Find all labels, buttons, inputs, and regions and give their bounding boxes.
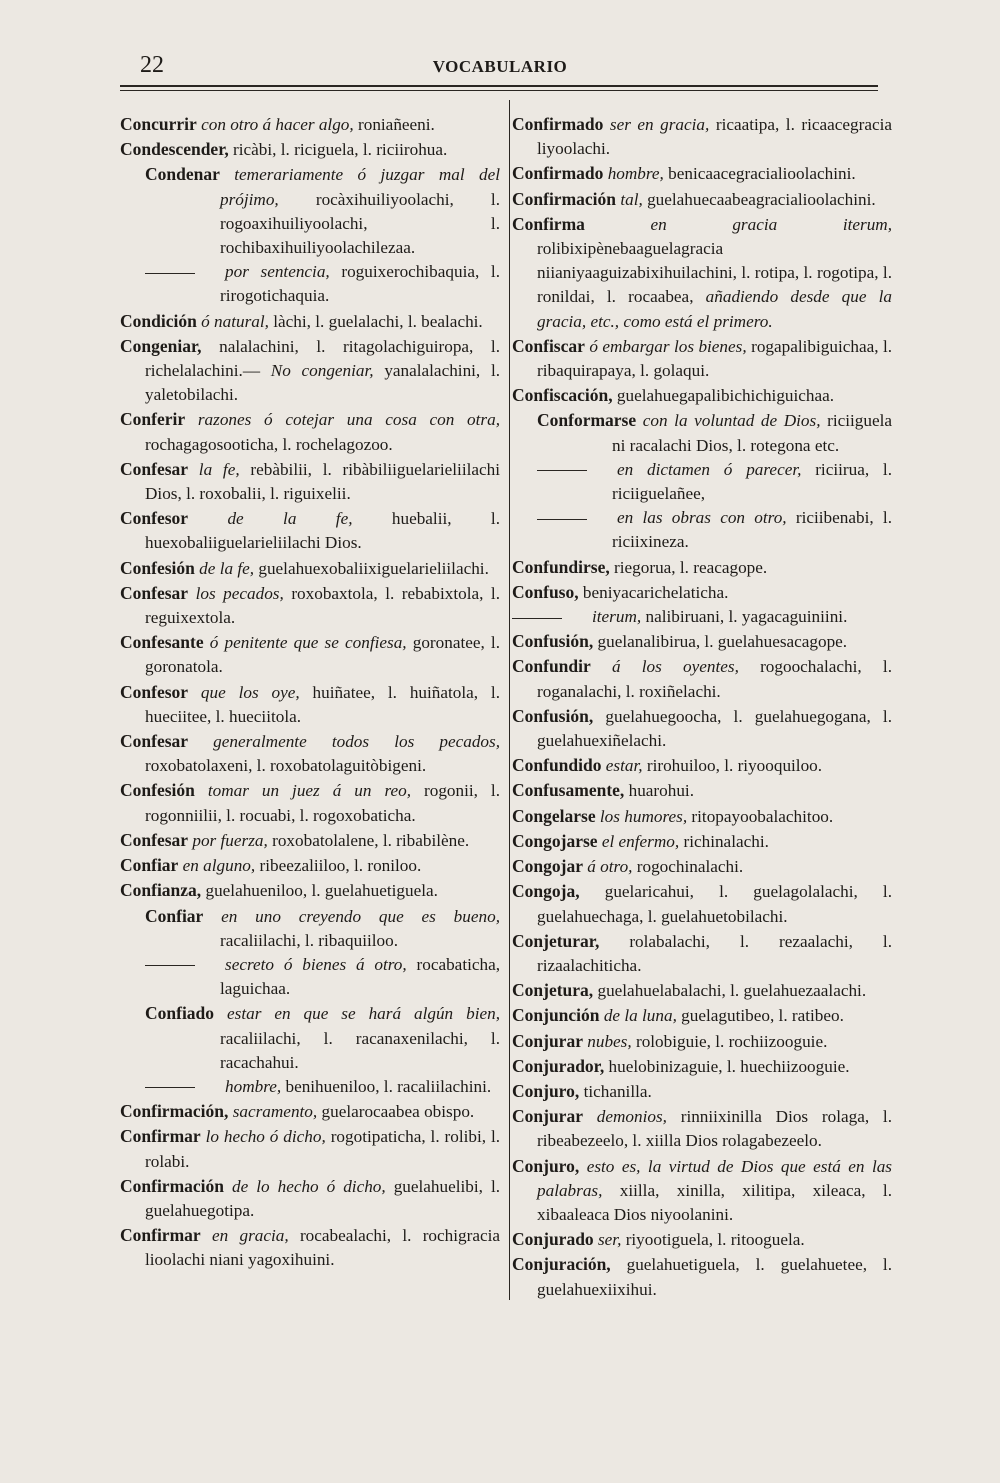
translation: riyootiguela, l. ritooguela. <box>625 1230 805 1250</box>
translation: nalibiruani, l. yagacaguiniini. <box>645 607 848 627</box>
usage-note: de la luna, <box>603 1006 677 1026</box>
dictionary-entry <box>120 1124 500 1173</box>
translation: rolibixipènebaaguelagracia niianiyaaguizabixihuilachini, l. rotipa, l. rogotipa, l. ronildai, l. rocaabea, <box>537 239 892 307</box>
headword: Conjeturar, <box>512 930 600 951</box>
dictionary-entry <box>512 879 892 928</box>
dictionary-entry <box>512 408 892 457</box>
dictionary-entry <box>120 904 500 953</box>
usage-note: en alguno, <box>182 856 256 876</box>
translation: guelagutibeo, l. ratibeo. <box>681 1006 844 1026</box>
translation: rocàxihuiliyoolachi, l. rogoaxihuiliyoolachi, l. rochibaxihuiliyoolachilezaa. <box>220 189 500 258</box>
ditto-dash <box>537 470 587 471</box>
dictionary-entry <box>512 161 892 186</box>
usage-note: ó natural, <box>201 311 269 331</box>
headword: Confesión <box>120 780 195 801</box>
translation: guelahueniloo, l. guelahuetiguela. <box>205 881 438 901</box>
translation: tichanilla. <box>583 1081 652 1101</box>
headword: Confirmar <box>120 1225 201 1246</box>
dictionary-entry <box>512 1104 892 1153</box>
usage-note: la fe, <box>198 459 240 479</box>
translation: rochagagosooticha, l. rochelagozoo. <box>145 434 393 454</box>
usage-note: añadiendo desde que la gracia, etc., como está el primero. <box>537 287 892 331</box>
dictionary-entry <box>512 1054 892 1079</box>
headword: Congeniar, <box>120 335 202 356</box>
usage-note: en uno creyendo que es bueno, <box>221 906 500 926</box>
translation: roniañeeni. <box>358 115 435 134</box>
usage-note: esto es, la virtud de Dios que está en las palabras, <box>537 1156 892 1200</box>
translation: ribeezaliiloo, l. roniloo. <box>259 856 422 876</box>
page-number: 22 <box>140 52 164 78</box>
ditto-dash <box>145 1087 195 1088</box>
usage-note: ser, <box>597 1230 622 1250</box>
headword: Confesar <box>120 458 189 479</box>
translation: guelaricahui, l. guelagolalachi, l. guelahuechaga, l. guelahuetobilachi. <box>537 882 893 926</box>
translation: xiilla, xinilla, xilitipa, xileaca, l. xibaaleaca Dios niyoolanini. <box>537 1180 892 1224</box>
translation: racaliilachi, l. racanaxenilachi, l. racachahui. <box>220 1028 500 1072</box>
dictionary-entry <box>512 383 892 408</box>
headword: Confundido <box>512 755 602 776</box>
usage-note: por sentencia, <box>225 262 330 282</box>
dictionary-entry <box>120 260 500 308</box>
ditto-dash <box>145 965 195 966</box>
dictionary-entry <box>512 704 892 753</box>
translation: huebalii, l. huexobaliiguelarieliilachi Dios. <box>145 509 501 553</box>
headword: Conjurar <box>512 1106 583 1127</box>
translation: yanalalachini, l. yaletobilachi. <box>145 361 501 405</box>
translation: roxobaxtola, l. rebabixtola, l. reguixextola. <box>145 583 501 628</box>
usage-note: que los oye, <box>200 682 300 702</box>
usage-note: hombre, <box>225 1076 282 1096</box>
translation: rocabaticha, laguichaa. <box>220 954 501 999</box>
usage-note: de la fe, <box>199 558 255 578</box>
usage-note: tal, <box>620 189 643 209</box>
headword: Confirmar <box>120 1126 201 1147</box>
usage-note: razones ó cotejar una cosa con otra, <box>197 410 501 430</box>
usage-note: á los oyentes, <box>611 657 739 677</box>
headword: Conjunción <box>512 1005 600 1026</box>
dictionary-entry <box>512 654 892 703</box>
headword: Confusión, <box>512 705 594 726</box>
translation: huarohui. <box>628 781 694 801</box>
dictionary-entry <box>120 334 500 408</box>
translation: roxobatolalene, l. ribabilène. <box>272 830 470 850</box>
right-column <box>512 112 892 1302</box>
translation: roxobatolaxeni, l. roxobatolaguitòbigeni. <box>145 756 427 776</box>
dictionary-entry <box>512 1154 892 1228</box>
translation: guelarocaabea obispo. <box>321 1102 475 1122</box>
dictionary-entry <box>512 629 892 654</box>
usage-note: ser en gracia, <box>609 115 710 134</box>
translation: nalalachini, l. ritagolachiguiropa, l. richelalachini.— <box>145 336 500 381</box>
headword: Confiar <box>120 855 179 876</box>
header-rule <box>120 85 878 87</box>
usage-note: ó penitente que se confiesa, <box>209 633 407 653</box>
translation: guelanalibirua, l. guelahuesacagope. <box>597 632 848 652</box>
dictionary-entry <box>120 680 500 729</box>
headword: Confesante <box>120 632 204 653</box>
headword: Condenar <box>145 164 220 185</box>
headword: Confesar <box>120 731 189 752</box>
headword: Congojarse <box>512 830 598 851</box>
dictionary-entry <box>120 1075 500 1099</box>
usage-note: á otro, <box>587 857 633 877</box>
headword: Confiado <box>145 1003 215 1024</box>
translation: guelahuexobaliixiguelarieliilachi. <box>258 558 489 578</box>
headword: Confundir <box>512 656 591 677</box>
translation: roguixerochibaquia, l. rirogotichaquia. <box>220 262 500 306</box>
translation: guelahuegoocha, l. guelahuegogana, l. guelahuexiñelachi. <box>537 706 893 751</box>
dictionary-entry <box>120 1223 500 1272</box>
headword: Conjuro, <box>512 1155 580 1176</box>
ditto-dash <box>145 273 195 274</box>
dictionary-entry <box>512 112 892 161</box>
headword: Conferir <box>120 409 186 430</box>
translation: goronatee, l. goronatola. <box>145 633 500 677</box>
dictionary-entry <box>120 953 500 1001</box>
headword: Condición <box>120 310 197 331</box>
headword: Congoja, <box>512 881 580 902</box>
usage-note: demonios, <box>596 1107 667 1127</box>
dictionary-entry <box>120 778 500 827</box>
ditto-dash <box>512 618 562 619</box>
translation: benihueniloo, l. racaliilachini. <box>285 1076 492 1096</box>
translation: ricàbi, l. riciguela, l. riciirohua. <box>233 140 448 160</box>
translation: rebàbilii, l. ribàbiliiguelarieliilachi Dios, l. roxobalii, l. riguixelii. <box>145 459 500 504</box>
dictionary-entry <box>512 978 892 1003</box>
translation: rolabalachi, l. rezaalachi, l. rizaalachiticha. <box>537 931 892 975</box>
translation: rinniixinilla Dios rolaga, l. ribeabezeelo, l. xiilla Dios rolagabezeelo. <box>537 1107 892 1151</box>
dictionary-entry <box>512 1079 892 1104</box>
headword: Confesar <box>120 829 189 850</box>
dictionary-entry <box>120 630 500 679</box>
headword: Conjuración, <box>512 1254 611 1275</box>
usage-note: en gracia, <box>211 1226 289 1246</box>
translation: guelahuecaabeagracialioolachini. <box>647 189 876 209</box>
headword: Confianza, <box>120 880 202 901</box>
dictionary-entry <box>120 137 500 162</box>
translation: huiñatee, l. huiñatola, l. hueciitee, l. hueciitola. <box>145 682 501 726</box>
translation: rogonii, l. rogonniilii, l. rocuabi, l. rogoxobaticha. <box>145 781 501 825</box>
translation: ricaatipa, l. ricaacegracia liyoolachi. <box>537 115 893 159</box>
usage-note: con otro á hacer algo, <box>201 115 354 134</box>
usage-note: de la fe, <box>227 509 353 529</box>
dictionary-entry <box>512 854 892 879</box>
headword: Concurrir <box>120 114 197 134</box>
dictionary-entry <box>512 1252 892 1301</box>
left-column <box>120 112 500 1273</box>
translation: riciirua, l. riciiguelañee, <box>612 459 892 504</box>
headword: Confiar <box>145 905 204 926</box>
dictionary-entry <box>512 555 892 580</box>
headword: Congelarse <box>512 805 596 826</box>
translation: huelobinizaguie, l. huechiizooguie. <box>608 1056 850 1076</box>
usage-note: temerariamente ó juzgar mal del prójimo, <box>220 165 500 209</box>
dictionary-entry <box>512 458 892 506</box>
usage-note: los humores, <box>599 806 688 826</box>
headword: Confesar <box>120 582 189 603</box>
dictionary-entry <box>512 829 892 854</box>
dictionary-entry <box>120 457 500 506</box>
dictionary-entry <box>512 334 892 383</box>
headword: Congojar <box>512 856 583 877</box>
translation: richinalachi. <box>683 831 769 851</box>
usage-note: hombre, <box>607 164 664 184</box>
usage-note: sacramento, <box>232 1102 318 1122</box>
dictionary-entry <box>512 212 892 334</box>
translation: benicaacegracialioolachini. <box>668 164 856 184</box>
dictionary-entry <box>512 1003 892 1028</box>
dictionary-entry <box>120 506 500 555</box>
usage-note: por fuerza, <box>192 830 268 850</box>
usage-note: con la voluntad de Dios, <box>642 411 821 431</box>
usage-note: secreto ó bienes á otro, <box>225 954 407 974</box>
translation: guelahuelabalachi, l. guelahuezaalachi. <box>597 981 867 1001</box>
dictionary-entry <box>512 605 892 629</box>
running-title: VOCABULARIO <box>432 57 568 76</box>
dictionary-entry <box>512 1029 892 1054</box>
headword: Confesor <box>120 681 189 702</box>
dictionary-entry <box>512 580 892 605</box>
dictionary-entry <box>512 506 892 554</box>
dictionary-entry <box>120 878 500 903</box>
headword: Conjuro, <box>512 1080 580 1101</box>
translation: riegorua, l. reacagope. <box>614 557 768 577</box>
headword: Confirmación <box>120 1175 225 1196</box>
headword: Conjurar <box>512 1030 583 1051</box>
headword: Confusión, <box>512 631 594 652</box>
usage-note: iterum, <box>592 607 642 627</box>
headword: Conformarse <box>537 410 637 431</box>
translation: làchi, l. guelalachi, l. bealachi. <box>273 311 483 331</box>
usage-note: estar, <box>605 756 643 776</box>
dictionary-entry <box>120 112 500 137</box>
headword: Confirmado <box>512 114 604 134</box>
translation: rocabealachi, l. rochigracia lioolachi niani yagoxihuini. <box>145 1226 500 1270</box>
dictionary-entry <box>120 729 500 778</box>
headword: Confirmación <box>512 188 617 209</box>
dictionary-entry <box>120 1099 500 1124</box>
usage-note: nubes, <box>587 1031 632 1051</box>
usage-note: No congeniar, <box>270 361 374 381</box>
headword: Confirma <box>512 213 585 234</box>
usage-note: ó embargar los bienes, <box>589 336 747 356</box>
usage-note: en dictamen ó parecer, <box>617 459 802 479</box>
translation: riciiguela ni racalachi Dios, l. rotegona etc. <box>612 411 893 455</box>
usage-note: el enfermo, <box>601 831 680 851</box>
dictionary-entry <box>120 407 500 456</box>
headword: Confirmado <box>512 163 604 184</box>
headword: Conjetura, <box>512 980 594 1001</box>
headword: Confesor <box>120 508 189 529</box>
translation: guelahuetiguela, l. guelahuetee, l. guelahuexiixihui. <box>537 1255 892 1299</box>
dictionary-entry <box>120 1001 500 1075</box>
usage-note: de lo hecho ó dicho, <box>232 1176 386 1196</box>
translation: rolobiguie, l. rochiizooguie. <box>635 1031 828 1051</box>
usage-note: generalmente todos los pecados, <box>213 732 500 752</box>
headword: Confirmación, <box>120 1101 229 1122</box>
translation: rogotipaticha, l. rolibi, l. rolabi. <box>145 1127 501 1171</box>
dictionary-entry <box>120 1174 500 1223</box>
translation: guelahuegapalibichichiguichaa. <box>616 386 835 406</box>
dictionary-entry <box>512 187 892 212</box>
dictionary-entry <box>120 556 500 581</box>
dictionary-entry <box>120 853 500 878</box>
headword: Conjurador, <box>512 1055 605 1076</box>
translation: rirohuiloo, l. riyooquiloo. <box>646 756 823 776</box>
dictionary-entry <box>120 309 500 334</box>
usage-note: estar en que se hará algún bien, <box>227 1004 501 1024</box>
usage-note: los pecados, <box>195 583 284 603</box>
translation: rogapalibiguichaa, l. ribaquirapaya, l. golaqui. <box>537 336 893 381</box>
headword: Confuso, <box>512 581 579 602</box>
translation: guelahuelibi, l. guelahuegotipa. <box>145 1176 501 1220</box>
dictionary-entry <box>120 162 500 260</box>
dictionary-entry <box>120 581 500 630</box>
usage-note: lo hecho ó dicho, <box>205 1127 326 1147</box>
header-rule-thin <box>120 90 878 91</box>
usage-note: en las obras con otro, <box>617 508 787 528</box>
translation: ritopayoobalachitoo. <box>691 806 834 826</box>
translation: beniyacarichelaticha. <box>582 582 729 602</box>
dictionary-entry <box>512 753 892 778</box>
headword: Confesión <box>120 557 195 578</box>
headword: Confiscar <box>512 335 585 356</box>
translation: rogoochalachi, l. roganalachi, l. roxiñelachi. <box>537 657 892 701</box>
usage-note: tomar un juez á un reo, <box>207 781 412 801</box>
dictionary-entry <box>512 778 892 803</box>
column-divider <box>509 100 510 1300</box>
dictionary-entry <box>120 828 500 853</box>
translation: rogochinalachi. <box>636 857 744 877</box>
headword: Conjurado <box>512 1229 594 1250</box>
translation: riciibenabi, l. riciixineza. <box>612 508 892 552</box>
headword: Confusamente, <box>512 780 625 801</box>
headword: Confiscación, <box>512 385 613 406</box>
translation: racaliilachi, l. ribaquiiloo. <box>220 930 399 950</box>
dictionary-entry <box>512 804 892 829</box>
dictionary-entry <box>512 929 892 978</box>
headword: Confundirse, <box>512 556 610 577</box>
dictionary-entry <box>512 1227 892 1252</box>
headword: Condescender, <box>120 139 229 160</box>
ditto-dash <box>537 519 587 520</box>
usage-note: en gracia iterum, <box>650 214 892 234</box>
